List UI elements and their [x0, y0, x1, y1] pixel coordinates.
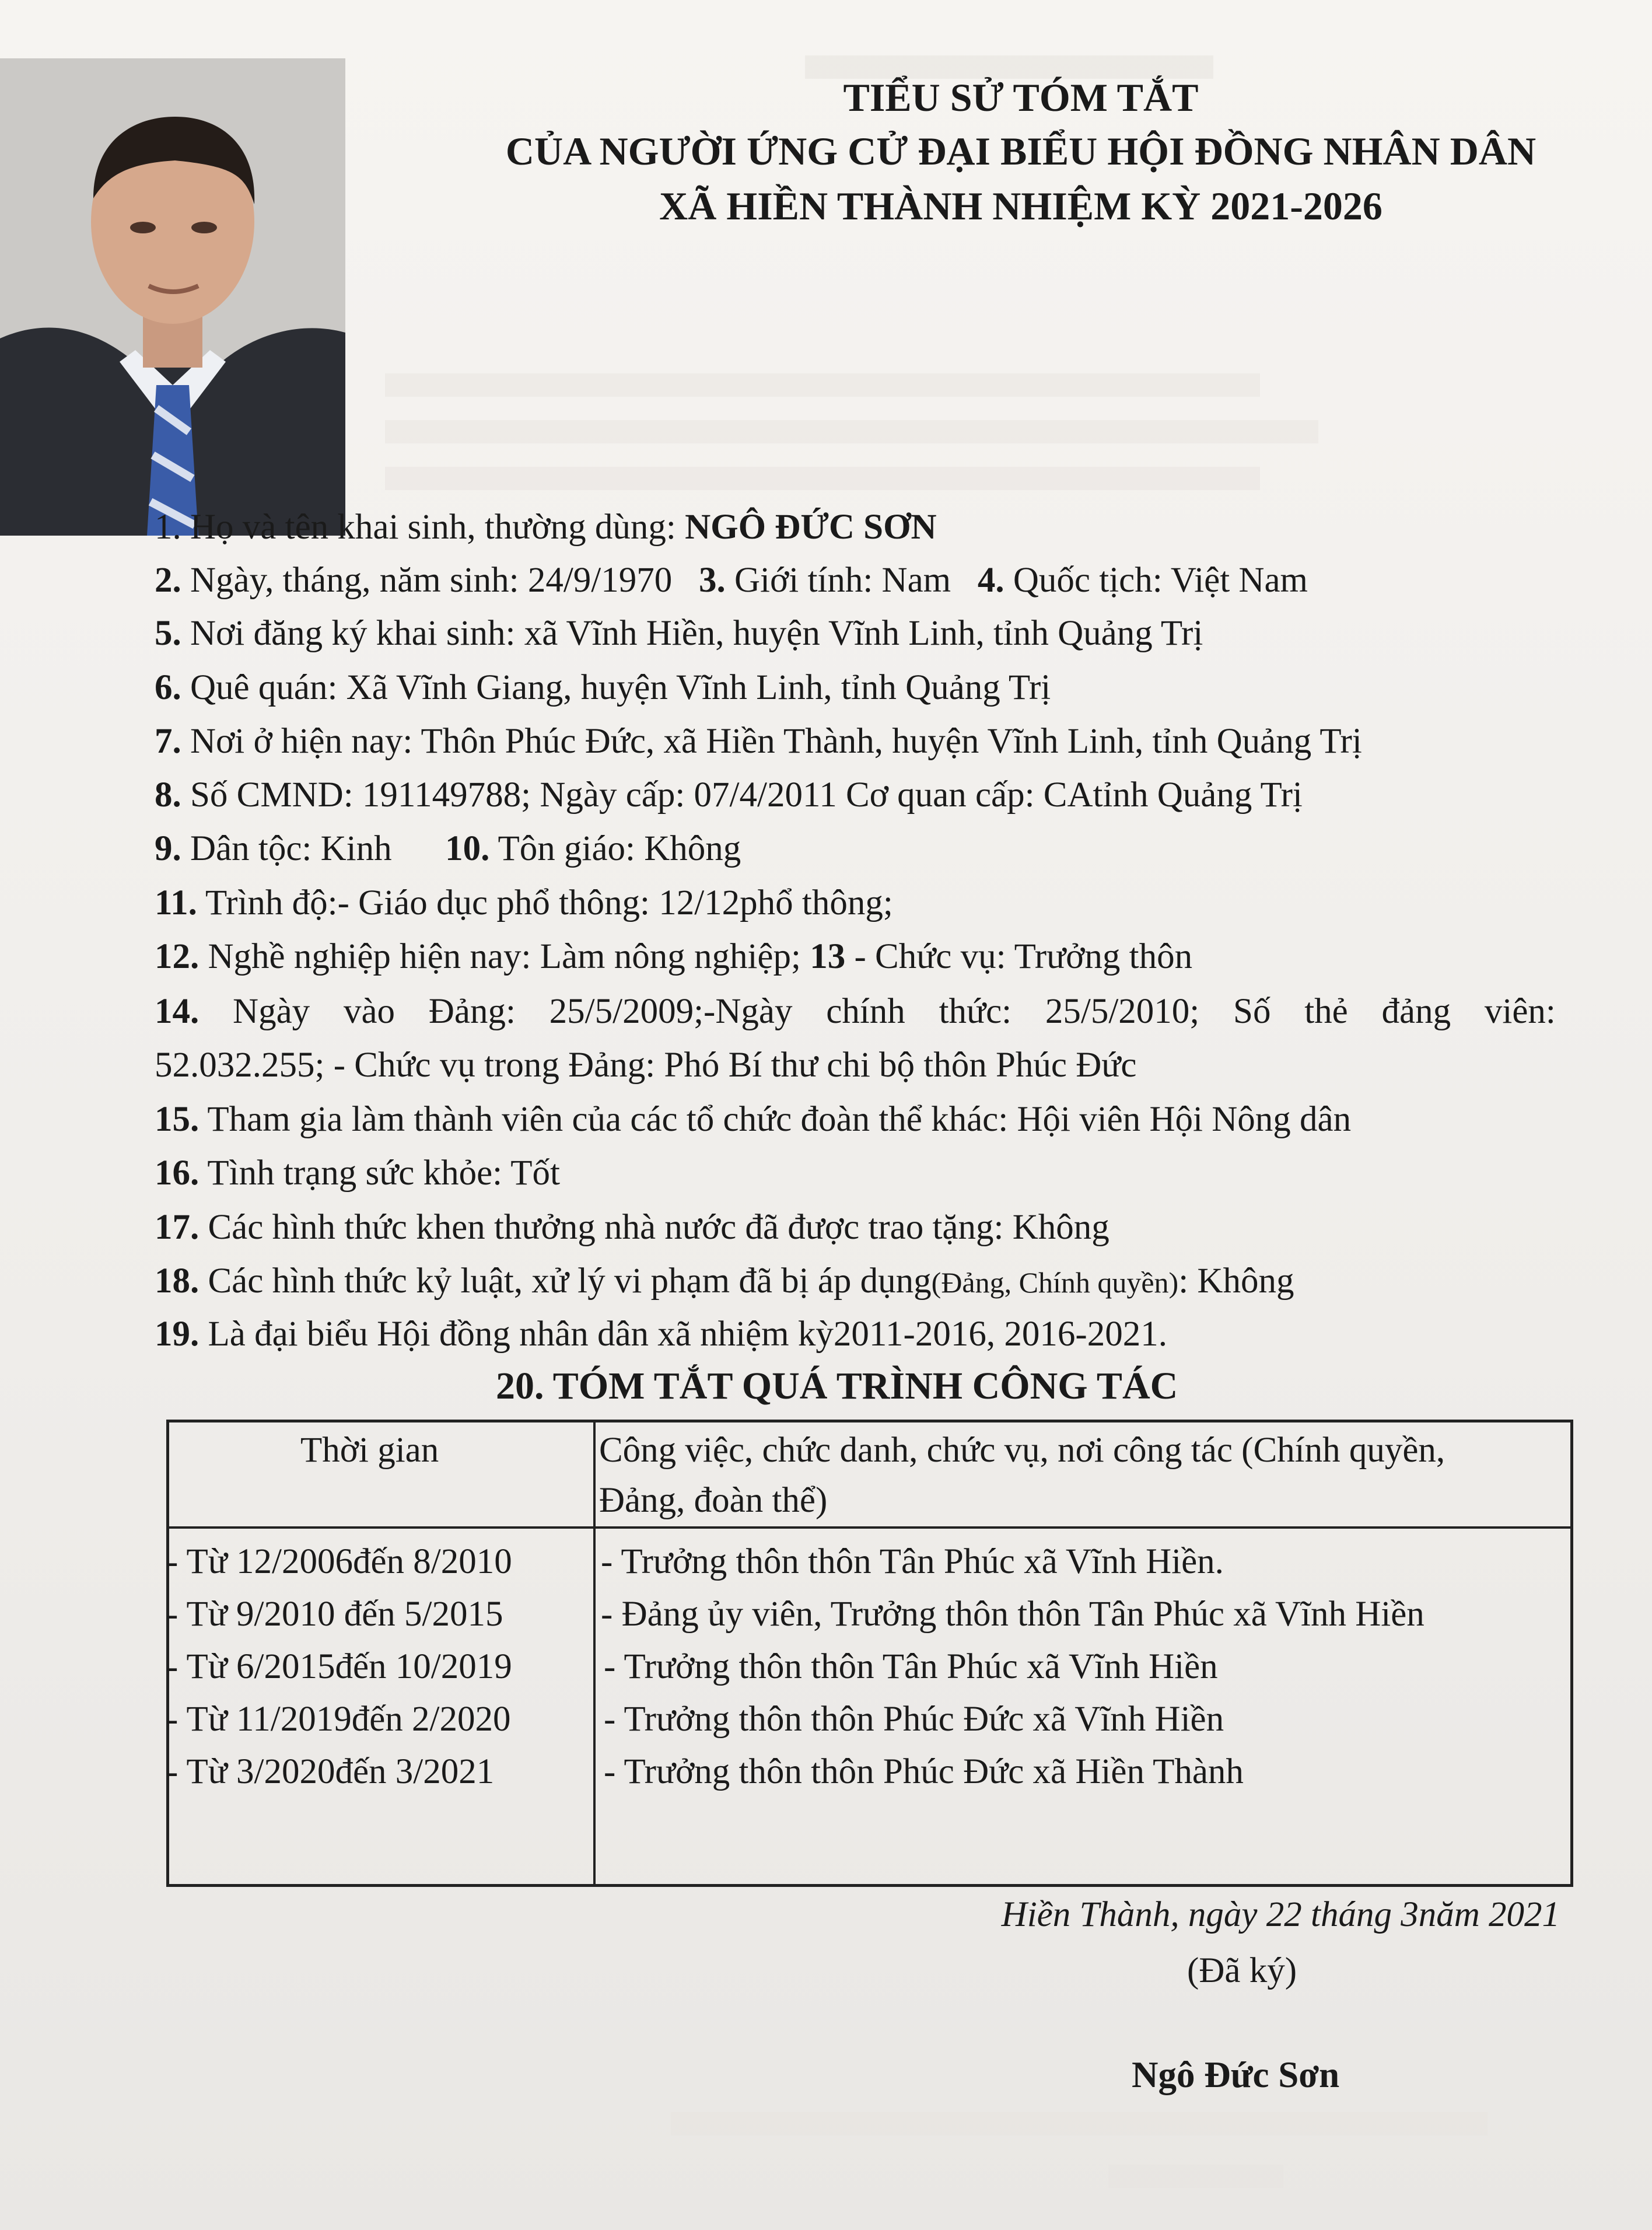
item-12-occupation — [155, 939, 1192, 974]
item-word: Ngày — [233, 992, 310, 1031]
item-number: 14. — [155, 992, 200, 1031]
item-8-id-card — [155, 777, 1303, 813]
item-text: Trình độ:- Giáo dục phổ thông: 12/12phổ thông; — [205, 883, 893, 922]
item-number: 18. — [155, 1261, 200, 1301]
position-text: - Chức vụ: Trưởng thôn — [854, 937, 1193, 976]
title-line-1: TIỂU SỬ TÓM TẮT — [843, 75, 1199, 120]
ethnicity-text: Dân tộc: Kinh — [190, 829, 392, 868]
table-header-divider — [169, 1526, 1570, 1529]
table-header-time: Thời gian — [300, 1431, 439, 1470]
item-14-party-line-2: 52.032.255; - Chức vụ trong Đảng: Phó Bí thư chi bộ thôn Phúc Đức — [155, 1046, 1137, 1085]
item-number: 8. — [155, 775, 181, 815]
portrait-photo — [0, 58, 345, 536]
table-row-1-time: - Từ 12/2006đến 8/2010 — [166, 1542, 512, 1581]
signature-signed-note: (Đã ký) — [1187, 1951, 1297, 1990]
item-number: 15. — [155, 1100, 200, 1139]
item-9-ethnicity-religion — [155, 831, 741, 866]
nationality-text: Quốc tịch: Việt Nam — [1013, 561, 1308, 600]
item-number: 11. — [155, 883, 197, 922]
item-number: 6. — [155, 668, 181, 707]
item-6-hometown — [155, 670, 1051, 705]
item-number: 12. — [155, 937, 200, 976]
table-row-2-work: - Đảng ủy viên, Trưởng thôn thôn Tân Phúc xã Vĩnh Hiền — [601, 1595, 1424, 1634]
item-text: Số CMND: 191149788; Ngày cấp: 07/4/2011 Cơ quan cấp: CAtỉnh Quảng Trị — [190, 775, 1303, 815]
signature-name: Ngô Đức Sơn — [1132, 2054, 1340, 2095]
table-row-4-time: - Từ 11/2019đến 2/2020 — [166, 1700, 511, 1739]
bleed-through-text — [385, 420, 1318, 443]
table-row-3-time: - Từ 6/2015đến 10/2019 — [166, 1647, 512, 1686]
item-number: 10. — [445, 829, 490, 868]
section-20-title: 20. TÓM TẮT QUÁ TRÌNH CÔNG TÁC — [496, 1365, 1178, 1407]
item-word: thẻ — [1304, 992, 1348, 1031]
item-19-previous-terms — [155, 1316, 1167, 1352]
item-number: 9. — [155, 829, 181, 868]
item-18-discipline — [155, 1263, 1294, 1299]
item-text: Các hình thức kỷ luật, xử lý vi phạm đã bị áp dụng — [208, 1261, 932, 1301]
item-word: viên: — [1484, 992, 1556, 1031]
item-number: 19. — [155, 1315, 200, 1354]
bleed-through-text — [671, 2112, 1488, 2135]
bleed-through-text — [1108, 2165, 1283, 2188]
item-word: Số — [1233, 992, 1271, 1031]
religion-text: Tôn giáo: Không — [498, 829, 741, 868]
item-5-birth-place — [155, 616, 1203, 651]
item-17-awards — [155, 1210, 1110, 1245]
item-word: thức: — [939, 992, 1012, 1031]
item-number: 3. — [699, 561, 726, 600]
table-row-1-work: - Trưởng thôn thôn Tân Phúc xã Vĩnh Hiền. — [601, 1542, 1224, 1581]
item-11-education — [155, 885, 893, 921]
title-line-3: XÃ HIỀN THÀNH NHIỆM KỲ 2021-2026 — [659, 184, 1382, 228]
item-word: chính — [826, 992, 905, 1031]
item-number: 16. — [155, 1154, 200, 1193]
gender-text: Giới tính: Nam — [734, 561, 951, 600]
birth-date-text: Ngày, tháng, năm sinh: 24/9/1970 — [190, 561, 673, 600]
table-row-5-time: - Từ 3/2020đến 3/2021 — [166, 1752, 495, 1791]
item-small-text: (Đảng, Chính quyền) — [931, 1266, 1179, 1299]
item-word: Đảng: — [428, 992, 516, 1031]
occupation-text: Nghề nghiệp hiện nay: Làm nông nghiệp; — [208, 937, 801, 976]
item-14-party-line-1 — [155, 994, 1556, 1029]
item-text: Là đại biểu Hội đồng nhân dân xã nhiệm kỳ2011-2016, 2016-2021. — [208, 1315, 1167, 1354]
item-word: vào — [343, 992, 396, 1031]
table-column-divider — [593, 1422, 596, 1884]
bleed-through-text — [385, 373, 1260, 397]
table-header-work-line-2: Đảng, đoàn thể) — [599, 1481, 828, 1520]
item-label: Họ và tên khai sinh, thường dùng: — [190, 508, 685, 547]
item-word: đảng — [1381, 992, 1451, 1031]
item-text: Nơi đăng ký khai sinh: xã Vĩnh Hiền, huyện Vĩnh Linh, tỉnh Quảng Trị — [190, 614, 1203, 653]
item-15-organizations — [155, 1102, 1351, 1137]
item-number: 1. — [155, 508, 181, 547]
table-row-2-time: - Từ 9/2010 đến 5/2015 — [166, 1595, 503, 1634]
table-header-work-line-1: Công việc, chức danh, chức vụ, nơi công tác (Chính quyền, — [599, 1431, 1446, 1470]
item-word: 25/5/2010; — [1045, 992, 1200, 1031]
table-row-4-work: - Trưởng thôn thôn Phúc Đức xã Vĩnh Hiền — [604, 1700, 1224, 1739]
item-text: Các hình thức khen thưởng nhà nước đã được trao tặng: Không — [208, 1208, 1110, 1247]
item-number: 2. — [155, 561, 181, 600]
item-text: Nơi ở hiện nay: Thôn Phúc Đức, xã Hiền Thành, huyện Vĩnh Linh, tỉnh Quảng Trị — [190, 722, 1362, 761]
item-2-birth-info — [155, 562, 1308, 598]
item-number: 5. — [155, 614, 181, 653]
bleed-through-text — [385, 467, 1260, 490]
table-row-3-work: - Trưởng thôn thôn Tân Phúc xã Vĩnh Hiền — [604, 1647, 1218, 1686]
item-7-residence — [155, 723, 1362, 759]
item-number: 17. — [155, 1208, 200, 1247]
work-history-table — [166, 1420, 1573, 1887]
item-number: 13 — [810, 937, 846, 976]
item-text: Tình trạng sức khỏe: Tốt — [207, 1154, 560, 1193]
item-word: 25/5/2009;-Ngày — [549, 992, 793, 1031]
item-number: 4. — [977, 561, 1005, 600]
item-number: 7. — [155, 722, 181, 761]
item-1-full-name — [155, 509, 937, 545]
title-line-2: CỦA NGƯỜI ỨNG CỬ ĐẠI BIỂU HỘI ĐỒNG NHÂN DÂN — [505, 129, 1536, 173]
item-text: Tham gia làm thành viên của các tổ chức đoàn thể khác: Hội viên Hội Nông dân — [207, 1100, 1352, 1139]
item-16-health — [155, 1155, 560, 1191]
signature-date: Hiền Thành, ngày 22 tháng 3năm 2021 — [1001, 1895, 1560, 1934]
table-row-5-work: - Trưởng thôn thôn Phúc Đức xã Hiền Thành — [604, 1752, 1244, 1791]
item-text: : Không — [1178, 1261, 1294, 1301]
full-name-value: NGÔ ĐỨC SƠN — [685, 508, 937, 547]
item-text: Quê quán: Xã Vĩnh Giang, huyện Vĩnh Linh, tỉnh Quảng Trị — [190, 668, 1051, 707]
